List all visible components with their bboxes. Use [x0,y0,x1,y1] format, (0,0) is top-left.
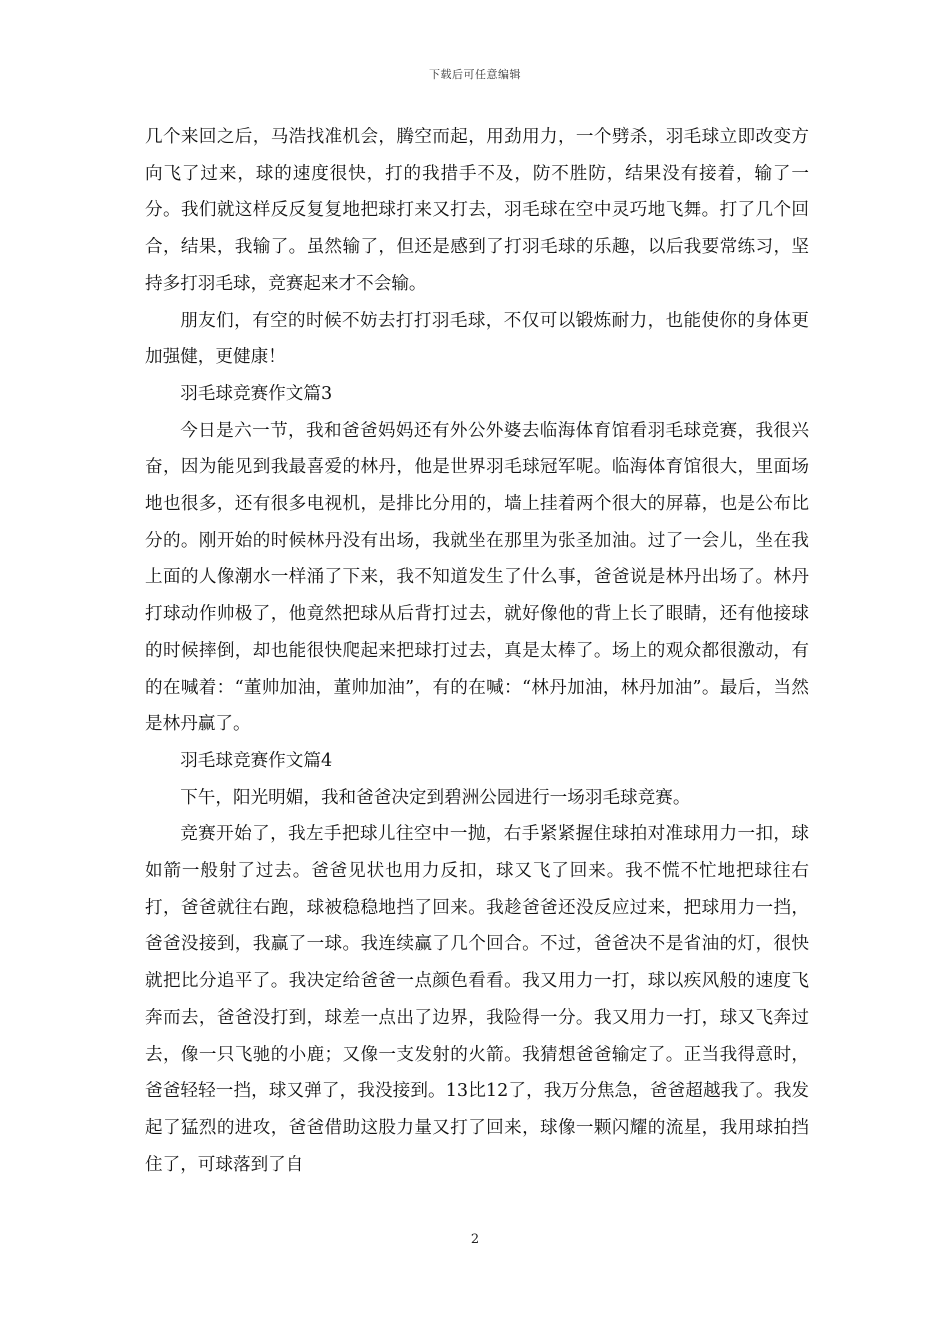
paragraph-match: 竞赛开始了，我左手把球儿往空中一抛，右手紧紧握住球拍对准球用力一扣，球如箭一般射了过去。爸爸见状也用力反扣，球又飞了回来。我不慌不忙地把球往右打，爸爸就往右跑，球被稳稳地挡了回来。我趁爸爸还没反应过来，把球用力一挡，爸爸没接到，我赢了一球。我连续赢了几个回合。不过，爸爸决不是省油的灯，很快就把比分追平了。我决定给爸爸一点颜色看看。我又用力一打，球以疾风般的速度飞奔而去，爸爸没打到，球差一点出了边界，我险得一分。我又用力一打，球又飞奔过去，像一只飞驰的小鹿；又像一支发射的火箭。我猜想爸爸输定了。正当我得意时，爸爸轻轻一挡，球又弹了，我没接到。13比12了，我万分焦急，爸爸超越我了。我发起了猛烈的进攻，爸爸借助这股力量又打了回来，球像一颗闪耀的流星，我用球拍挡住了，可球落到了自 [145,824,809,1175]
paragraph-children-day: 今日是六一节，我和爸爸妈妈还有外公外婆去临海体育馆看羽毛球竞赛，我很兴奋，因为能见到我最喜爱的林丹，他是世界羽毛球冠军呢。临海体育馆很大，里面场地也很多，还有很多电视机，是排比分用的，墙上挂着两个很大的屏幕，也是公布比分的。刚开始的时候林丹没有出场，我就坐在那里为张圣加油。过了一会儿，坐在我上面的人像潮水一样涌了下来，我不知道发生了什么事，爸爸说是林丹出场了。林丹打球动作帅极了，他竟然把球从后背打过去，就好像他的背上长了眼睛，还有他接球的时候摔倒，却也能很快爬起来把球打过去，真是太棒了。场上的观众都很激动，有的在喊着：“董帅加油，董帅加油”，有的在喊：“林丹加油，林丹加油”。最后，当然是林丹赢了。 [145,420,809,735]
section-heading-3: 羽毛球竞赛作文篇3 [180,383,333,404]
document-body [145,119,809,1183]
paragraph-friends: 朋友们，有空的时候不妨去打打羽毛球，不仅可以锻炼耐力，也能使你的身体更加强健，更健康！ [145,310,809,368]
section-heading-4: 羽毛球竞赛作文篇4 [180,750,333,771]
page-header: 下载后可任意编辑 [429,68,521,81]
page-number: 2 [470,1232,480,1247]
paragraph-continued: 几个来回之后，马浩找准机会，腾空而起，用劲用力，一个劈杀，羽毛球立即改变方向飞了过来，球的速度很快，打的我措手不及，防不胜防，结果没有接着，输了一分。我们就这样反反复复地把球打来又打去，羽毛球在空中灵巧地飞舞。打了几个回合，结果，我输了。虽然输了，但还是感到了打羽毛球的乐趣，以后我要常练习，坚持多打羽毛球，竞赛起来才不会输。 [145,127,809,294]
paragraph-afternoon: 下午，阳光明媚，我和爸爸决定到碧洲公园进行一场羽毛球竞赛。 [180,787,691,808]
